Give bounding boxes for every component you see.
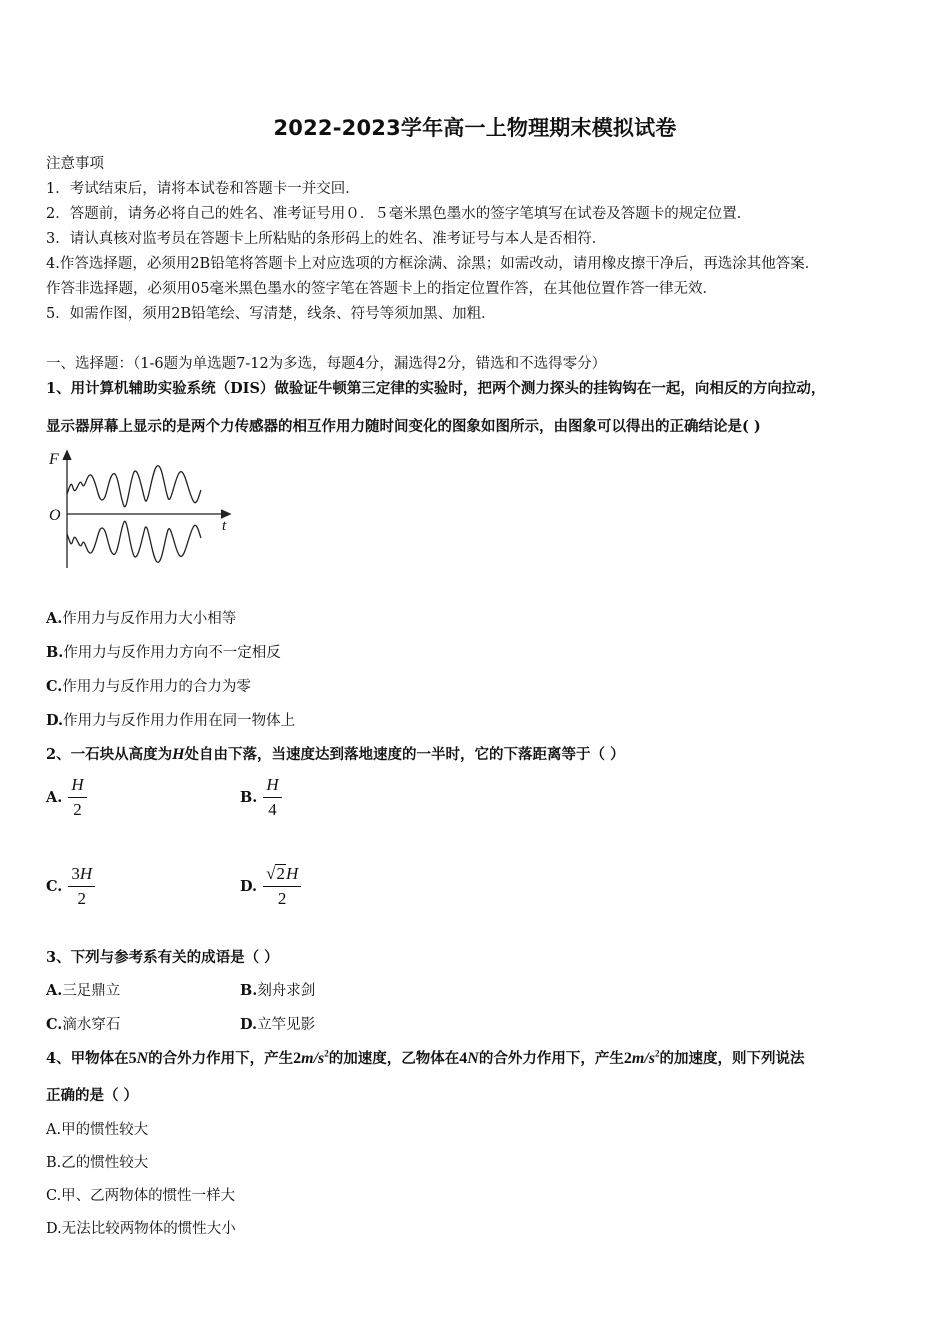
q2-option-a[interactable]: A. $\frac{H}{2}$ <box>46 775 87 820</box>
question-3-stem: 3、下列与参考系有关的成语是（ ） <box>46 949 279 966</box>
fraction: $\frac{√2H}{2}$ <box>263 864 301 909</box>
q2-option-c[interactable]: C. $\frac{3H}{2}$ <box>46 864 95 909</box>
question-4-stem-line2: 正确的是（ ） <box>46 1087 139 1104</box>
notice-item: 3．请认真核对监考员在答题卡上所粘贴的条形码上的姓名、准考证号与本人是否相符． <box>46 231 607 247</box>
question-2-stem: 2、一石块从高度为H处自由下落，当速度达到落地速度的一半时，它的下落距离等于（ ） <box>46 746 625 763</box>
page-title: 2022-2023学年高一上物理期末模拟试卷 <box>273 116 677 140</box>
notice-item: 5．如需作图，须用2B铅笔绘、写清楚，线条、符号等须加黑、加粗． <box>46 306 496 322</box>
notice-item: 作答非选择题，必须用05毫米黑色墨水的签字笔在答题卡上的指定位置作答，在其他位置作答一律无效． <box>46 281 717 297</box>
q1-option-b[interactable]: B.作用力与反作用力方向不一定相反 <box>46 644 281 661</box>
q4-option-a[interactable]: A.甲的惯性较大 <box>46 1122 149 1138</box>
q3-option-d[interactable]: D.立竿见影 <box>240 1016 316 1033</box>
x-axis-label: t <box>222 518 227 534</box>
q2-option-b[interactable]: B. $\frac{H}{4}$ <box>240 775 282 820</box>
q4-option-b[interactable]: B.乙的惯性较大 <box>46 1155 149 1171</box>
q4-option-c[interactable]: C.甲、乙两物体的惯性一样大 <box>46 1188 236 1204</box>
q1-option-c[interactable]: C.作用力与反作用力的合力为零 <box>46 678 251 695</box>
x-axis-arrow <box>221 510 230 518</box>
force-time-graph <box>44 446 244 576</box>
question-4-stem-line1: 4、甲物体在5N的合外力作用下，产生$2m/s^2$的加速度，乙物体在4N的合外力作用下，产生$2m/s^2$的加速度，则下列说法 <box>46 1048 805 1067</box>
y-axis-arrow <box>63 451 71 460</box>
upper-force-curve <box>67 466 201 507</box>
notice-item: 2．答题前，请务必将自己的姓名、准考证号用０．５毫米黑色墨水的签字笔填写在试卷及答题卡的规定位置． <box>46 206 752 222</box>
notice-item: 1．考试结束后，请将本试卷和答题卡一并交回． <box>46 181 360 197</box>
q3-option-a[interactable]: A.三足鼎立 <box>46 982 121 999</box>
section-heading: 一、选择题：（1-6题为单选题7-12为多选，每题4分，漏选得2分，错选和不选得零分） <box>46 356 607 372</box>
fraction: $\frac{H}{4}$ <box>263 775 281 820</box>
sqrt-symbol: √ <box>266 864 276 883</box>
q2-option-d[interactable]: D. $\frac{√2H}{2}$ <box>240 864 301 909</box>
q3-option-b[interactable]: B.刻舟求剑 <box>240 982 316 999</box>
fraction: $\frac{H}{2}$ <box>68 775 86 820</box>
notice-item: 4.作答选择题，必须用2B铅笔将答题卡上对应选项的方框涂满、涂黑；如需改动，请用橡皮擦干净后，再选涂其他答案． <box>46 256 820 272</box>
origin-label: O <box>49 507 61 524</box>
lower-force-curve <box>67 521 201 562</box>
q3-option-c[interactable]: C.滴水穿石 <box>46 1016 121 1033</box>
notice-heading: 注意事项 <box>46 156 104 172</box>
question-1-stem-line1: 1、用计算机辅助实验系统（DIS）做验证牛顿第三定律的实验时，把两个测力探头的挂钩钩在一起，向相反的方向拉动， <box>46 380 826 397</box>
q1-option-a[interactable]: A.作用力与反作用力大小相等 <box>46 610 237 627</box>
q1-option-d[interactable]: D.作用力与反作用力作用在同一物体上 <box>46 712 296 729</box>
question-1-stem-line2: 显示器屏幕上显示的是两个力传感器的相互作用力随时间变化的图象如图所示，由图象可以得出的正确结论是( ) <box>46 418 761 435</box>
y-axis-label: F <box>49 451 59 468</box>
fraction: $\frac{3H}{2}$ <box>68 864 95 909</box>
q4-option-d[interactable]: D.无法比较两物体的惯性大小 <box>46 1221 236 1237</box>
